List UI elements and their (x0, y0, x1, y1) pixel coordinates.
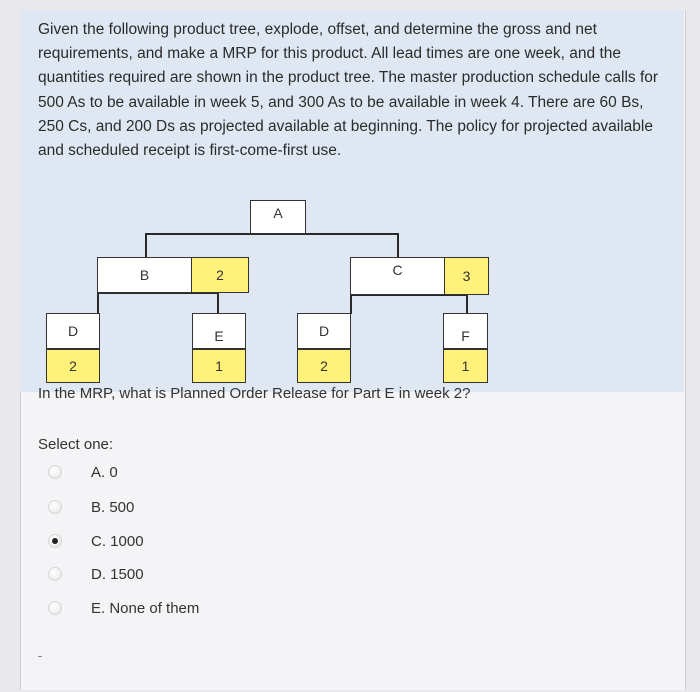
tree-node-a-label: A (273, 205, 283, 221)
tree-qty-c-value: 3 (462, 268, 471, 284)
answer-option-c-label: C. 1000 (91, 532, 144, 550)
tree-node-b (97, 257, 192, 293)
radio-selected-dot (52, 538, 58, 544)
tree-node-a (250, 200, 306, 234)
tree-node-b-label: B (139, 267, 150, 283)
tree-node-e (192, 313, 246, 349)
tree-qty-e-value: 1 (215, 358, 223, 374)
tree-qty-f (443, 349, 488, 383)
question-prompt: In the MRP, what is Planned Order Release for Part E in week 2? (38, 385, 471, 402)
tree-node-d2-label: D (318, 323, 330, 339)
answer-option-c[interactable] (48, 529, 144, 553)
answer-option-e-label: E. None of them (91, 599, 200, 617)
tree-node-c (350, 257, 445, 295)
tree-qty-d2-value: 2 (320, 358, 328, 374)
radio-button-b[interactable] (48, 500, 62, 514)
tree-qty-c (444, 257, 489, 295)
tree-connector-d2 (350, 294, 352, 314)
footer-mark (38, 656, 42, 657)
tree-qty-d1-value: 2 (69, 358, 77, 374)
answer-option-e[interactable] (48, 596, 199, 620)
select-one-label: Select one: (38, 436, 114, 453)
tree-node-e-label: E (214, 328, 224, 344)
answer-option-b-label: B. 500 (91, 498, 135, 516)
radio-button-a[interactable] (48, 465, 62, 479)
radio-button-e[interactable] (48, 601, 62, 615)
tree-node-d2 (297, 313, 351, 349)
radio-button-c[interactable] (48, 534, 62, 548)
radio-button-d[interactable] (48, 567, 62, 581)
tree-connector-e (217, 292, 219, 314)
question-text: Given the following product tree, explode, offset, and determine the gross and net requirements, and make a MRP for this product. All lead times are one week, and the quantities required are shown in the product tree. The master production schedule calls for 500 As to be available in week 5, and 300 As to be available in week 4. There are 60 Bs, 250 Cs, and 200 Ds as projected available at beginning. The policy for projected available and scheduled receipt is first-come-first use. (38, 21, 659, 160)
answer-option-a-label: A. 0 (91, 463, 118, 481)
tree-node-d1-label: D (67, 323, 79, 339)
tree-node-f (443, 313, 488, 349)
tree-qty-b (191, 257, 249, 293)
tree-connector-c (397, 233, 399, 258)
tree-connector-f (466, 294, 468, 314)
answer-option-d-label: D. 1500 (91, 565, 144, 583)
tree-qty-b-value: 2 (216, 267, 224, 283)
tree-connector-b (145, 233, 147, 258)
tree-node-c-label: C (392, 262, 403, 278)
answer-option-d[interactable] (48, 562, 144, 586)
tree-node-d1 (46, 313, 100, 349)
answer-option-b[interactable] (48, 495, 134, 519)
tree-qty-f-value: 1 (461, 358, 470, 374)
tree-qty-e (192, 349, 246, 383)
tree-qty-d1 (46, 349, 100, 383)
tree-qty-d2 (297, 349, 351, 383)
answer-option-a[interactable] (48, 460, 118, 484)
tree-node-f-label: F (461, 328, 470, 344)
tree-connector-d1 (97, 292, 99, 314)
